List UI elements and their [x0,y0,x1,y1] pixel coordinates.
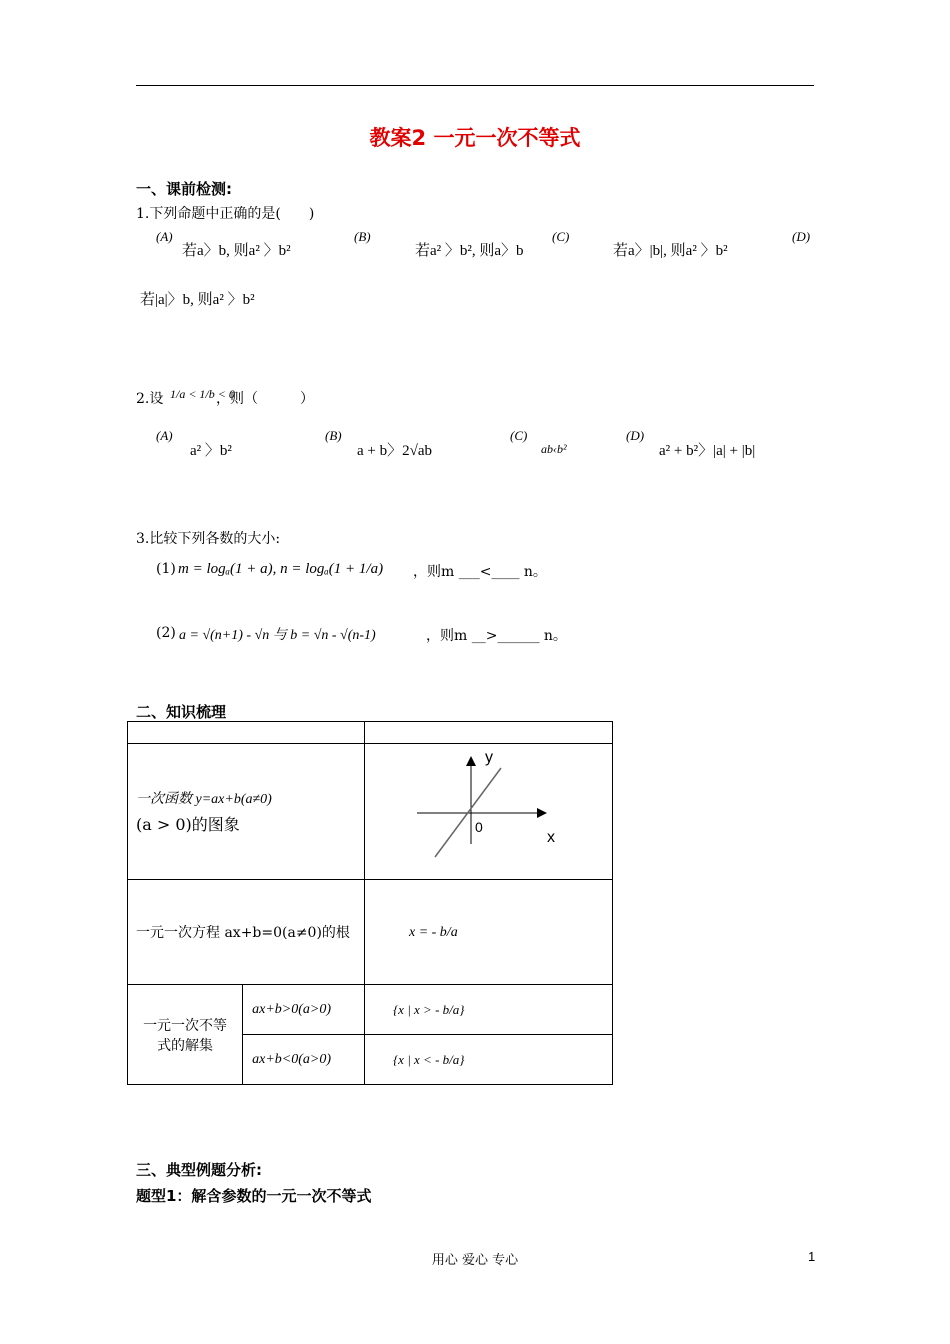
origin-label: 0 [474,819,483,835]
q1-option-b-text: 若a² 〉b², 则a〉b [415,243,524,259]
q2-option-c-text: ab‹b² [541,442,567,456]
row1-label-cell [128,744,365,880]
q2-stem-prefix: 2.设 [136,391,164,407]
row3b-value-cell [364,1035,612,1085]
table-header-cell-right [364,722,612,744]
row3b-cond-cell [243,1035,365,1085]
y-axis-label: y [484,749,493,766]
page-title: 教案2 一元一次不等式 [369,126,581,150]
q2-option-a-text: a² 〉b² [190,443,232,459]
q3-part1-expr: m = logₐ(1 + a), n = logₐ(1 + 1/a) [178,561,384,577]
y-axis-arrow-icon [466,756,476,766]
q1-option-a-text: 若a〉b, 则a² 〉b² [182,243,291,259]
q3-part2-expr: a = √(n+1) - √n 与 b = √n - √(n-1) [179,628,376,643]
row2-value-cell [364,880,612,985]
q2-condition: 1/a < 1/b < 0 [170,387,235,401]
footer-text: 用心 爱心 专心 [431,1253,519,1268]
row3a-value-cell [364,985,612,1035]
q2-stem-suffix: ，则（ ） [216,391,314,407]
row2-value: x = - b/a [408,924,458,940]
page-number: 1 [808,1249,816,1264]
q2-option-b-label: (B) [325,428,342,443]
row3b-value: {x | x < - b/a} [392,1051,465,1067]
table-header-cell-left [128,722,365,744]
section1-heading: 一、课前检测: [136,180,232,198]
row3a-value: {x | x > - b/a} [392,1001,465,1017]
row3a-cond: ax+b>0(a>0) [252,1002,332,1017]
q2-option-a-label: (A) [156,428,173,443]
q1-option-c-text: 若a〉|b|, 则a² 〉b² [613,243,728,259]
q1-option-a-label: (A) [156,229,173,244]
q1-option-b-label: (B) [354,229,371,244]
row1-graph-cell [364,744,612,880]
q3-part2-label: (2) [156,625,176,641]
linear-function-graph [365,744,612,875]
x-axis-arrow-icon [537,808,547,818]
q2-option-d-text: a² + b²〉|a| + |b| [659,443,756,459]
q3-part1-tail: ，则m ___<____ n。 [413,564,547,580]
x-axis-label: x [546,829,555,846]
section3-subheading: 题型1：解含参数的一元一次不等式 [136,1187,372,1205]
row3a-cond-cell [243,985,365,1035]
row3-label-cell [128,985,243,1085]
row2-label-cell [128,880,365,985]
knowledge-table [127,721,613,1085]
q2-option-b-text: a + b〉2√ab [357,443,433,459]
q3-part2-tail: ，则m __>______ n。 [426,628,567,644]
header-rule [136,85,814,86]
q1-option-d-label: (D) [792,229,811,244]
row2-label: 一元一次方程 ax+b=0(a≠0)的根 [136,925,350,941]
row3b-cond: ax+b<0(a>0) [252,1052,332,1067]
row3-label: 一元一次不等式的解集 [143,1017,228,1054]
q3-stem: 3.比较下列各数的大小: [136,531,281,547]
q3-part1-label: (1) [156,561,176,577]
q2-option-d-label: (D) [626,428,645,443]
q1-stem: 1.下列命题中正确的是( ) [136,206,315,222]
row1-label-b: (a > 0)的图象 [136,815,240,834]
section2-heading: 二、知识梳理 [136,703,227,721]
q1-option-c-label: (C) [552,229,570,244]
row1-label-a: 一次函数 y=ax+b(a≠0) [136,792,272,807]
q2-option-c-label: (C) [510,428,528,443]
section3-heading: 三、典型例题分析: [136,1161,262,1179]
q1-option-d-text: 若|a|〉b, 则a² 〉b² [140,292,255,308]
